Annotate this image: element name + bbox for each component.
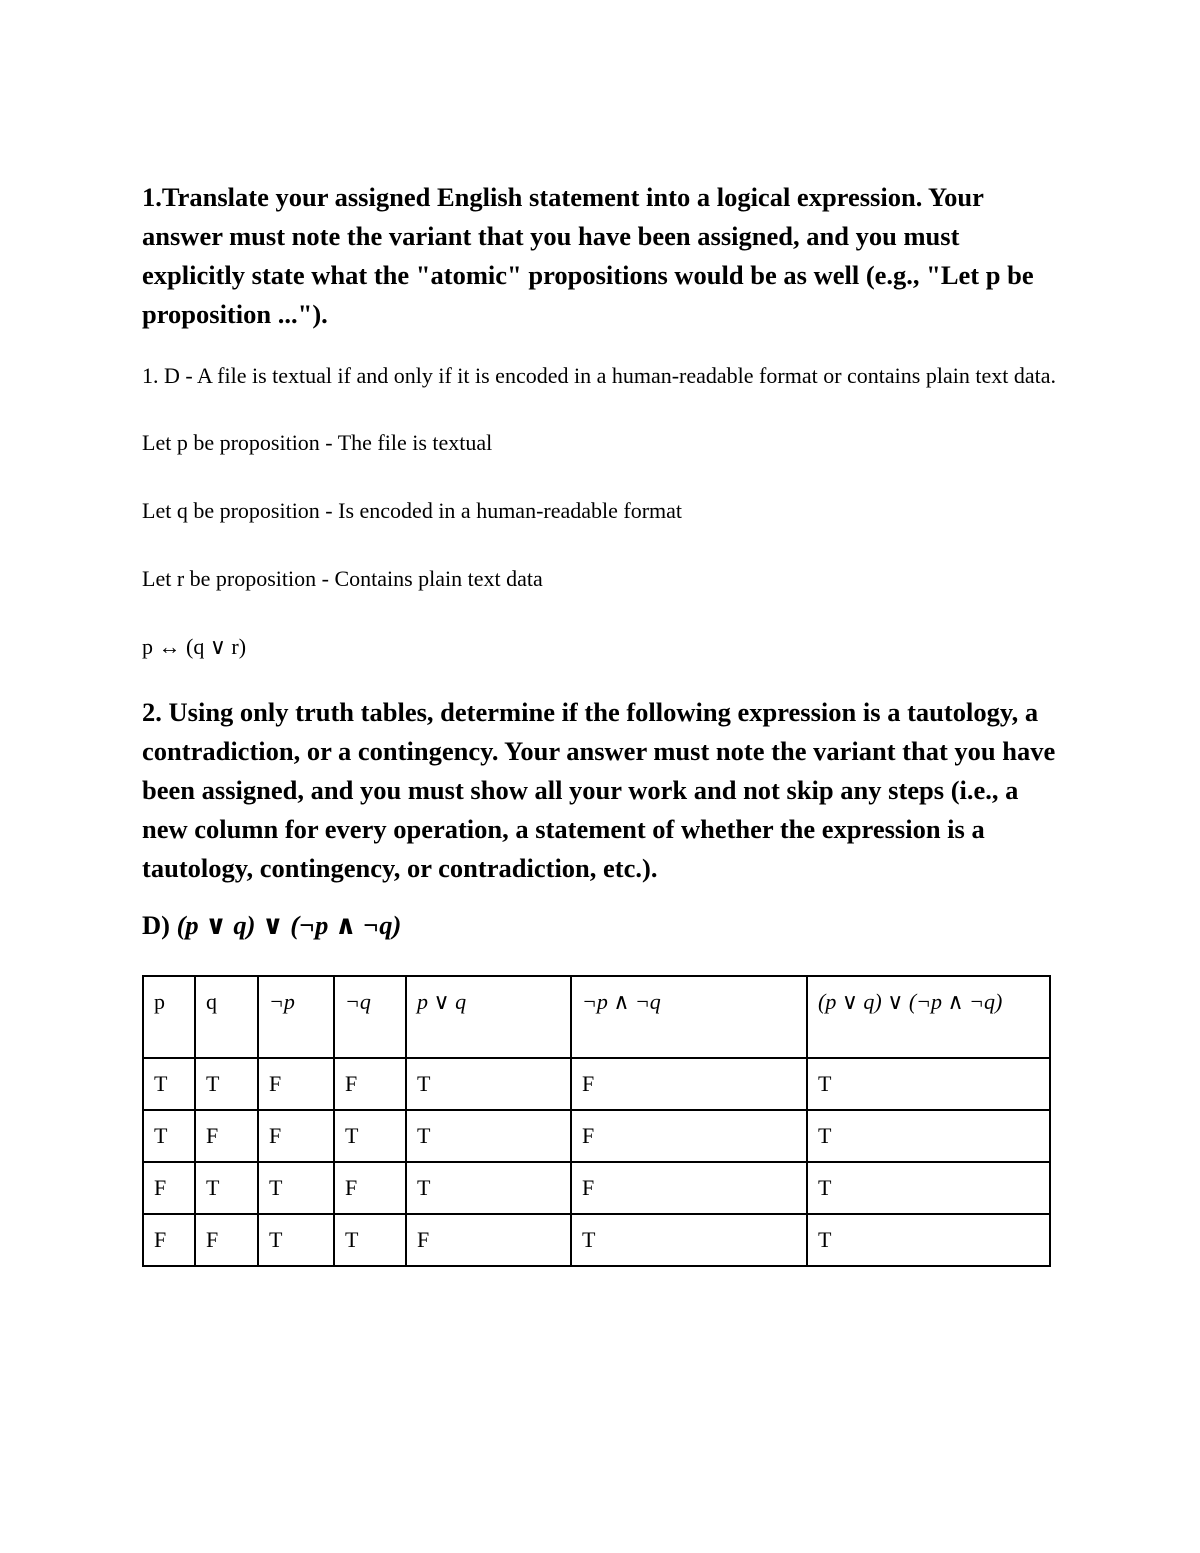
table-cell: F — [334, 1058, 406, 1110]
proposition-r: Let r be proposition - Contains plain text data — [142, 566, 543, 591]
header-cell-not-q: ¬q — [334, 976, 406, 1058]
table-cell: F — [143, 1162, 195, 1214]
table-cell: T — [258, 1214, 334, 1266]
question-1-heading: 1.Translate your assigned English statement into a logical expression. Your answer must note the variant that you have been assigned, and you must explicitly state what the "atomic" propositions would be as well (e.g., "Let p be proposition ..."). — [142, 182, 1034, 329]
table-row — [143, 1058, 1050, 1110]
header-cell-not-p: ¬p — [258, 976, 334, 1058]
table-cell: F — [571, 1058, 807, 1110]
header-cell-not-p-and-not-q: ¬p ∧ ¬q — [571, 976, 807, 1058]
header-cell-p: p — [143, 976, 195, 1058]
table-cell: T — [571, 1214, 807, 1266]
truth-table — [142, 975, 1051, 1267]
table-cell: T — [807, 1058, 1050, 1110]
table-cell: F — [258, 1058, 334, 1110]
header-cell-p-or-q: p ∨ q — [406, 976, 571, 1058]
table-cell: T — [258, 1162, 334, 1214]
table-cell: F — [406, 1214, 571, 1266]
header-cell-result: (p ∨ q) ∨ (¬p ∧ ¬q) — [807, 976, 1050, 1058]
table-cell: F — [334, 1162, 406, 1214]
variant-label: D) — [142, 910, 170, 940]
table-cell: T — [807, 1162, 1050, 1214]
table-cell: T — [334, 1214, 406, 1266]
table-cell: T — [334, 1110, 406, 1162]
question-2-heading: 2. Using only truth tables, determine if the following expression is a tautology, a contradiction, or a contingency. Your answer must note the variant that you have been assigned, and you must show all your work and not skip any steps (i.e., a new column for every operation, a statement of whether the expression is a tautology, contingency, or contradiction, etc.). — [142, 697, 1056, 883]
table-cell: T — [406, 1110, 571, 1162]
header-cell-q: q — [195, 976, 258, 1058]
table-cell: F — [571, 1110, 807, 1162]
table-cell: T — [807, 1110, 1050, 1162]
table-row — [143, 1214, 1050, 1266]
table-cell: F — [195, 1110, 258, 1162]
question-1-expression: p ↔ (q ∨ r) — [142, 634, 247, 659]
proposition-q: Let q be proposition - Is encoded in a human-readable format — [142, 498, 683, 523]
table-cell: T — [143, 1110, 195, 1162]
table-row — [143, 1162, 1050, 1214]
question-1-statement: 1. D - A file is textual if and only if it is encoded in a human-readable format or contains plain text data. — [142, 363, 1056, 388]
truth-table-header-row — [143, 976, 1050, 1058]
proposition-p: Let p be proposition - The file is textual — [142, 430, 493, 455]
table-cell: T — [406, 1058, 571, 1110]
variant-expression: (p ∨ q) ∨ (¬p ∧ ¬q) — [176, 910, 402, 940]
table-cell: T — [143, 1058, 195, 1110]
document-page — [142, 178, 1062, 1267]
question-2-variant — [142, 906, 1062, 945]
table-cell: F — [571, 1162, 807, 1214]
table-cell: T — [406, 1162, 571, 1214]
table-cell: F — [258, 1110, 334, 1162]
table-row — [143, 1110, 1050, 1162]
table-cell: T — [807, 1214, 1050, 1266]
table-cell: T — [195, 1162, 258, 1214]
table-cell: F — [143, 1214, 195, 1266]
table-cell: T — [195, 1058, 258, 1110]
table-cell: F — [195, 1214, 258, 1266]
